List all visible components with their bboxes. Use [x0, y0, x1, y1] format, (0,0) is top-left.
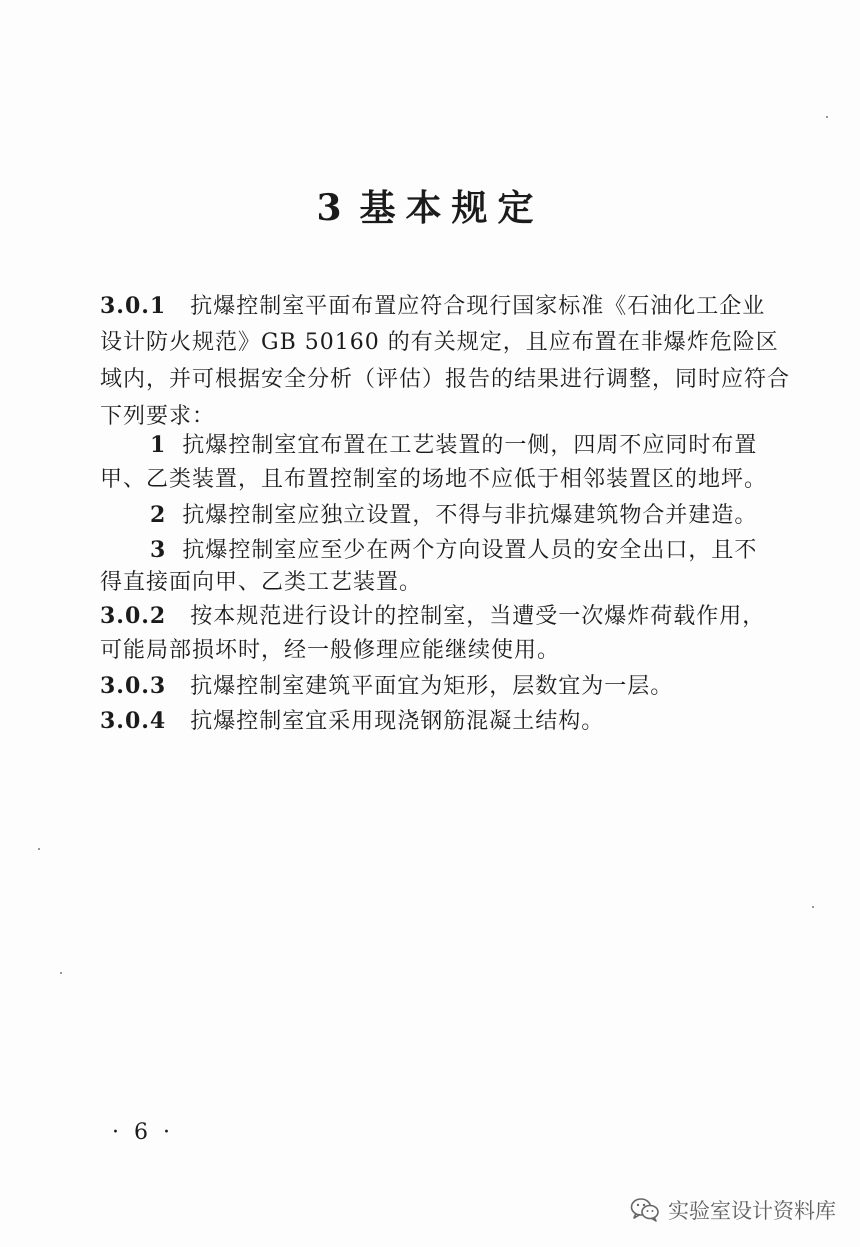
- clause-3-0-1-line-4: 下列要求：: [100, 404, 216, 429]
- item-text: 抗爆控制室宜布置在工艺装置的一侧，四周不应同时布置: [182, 433, 758, 458]
- clause-3-0-2-line-1: [100, 599, 765, 633]
- chapter-number: 3: [316, 187, 342, 229]
- clause-text: 抗爆控制室平面布置应符合现行国家标准《石油化工企业: [190, 294, 766, 319]
- clause-number: 3.0.2: [100, 603, 167, 629]
- watermark: [630, 1193, 836, 1227]
- clause-text: 抗爆控制室宜采用现浇钢筋混凝土结构。: [190, 709, 605, 734]
- clause-3-0-2-line-2: 可能局部损坏时，经一般修理应能继续使用。: [100, 638, 561, 663]
- clause-text: 按本规范进行设计的控制室，当遭受一次爆炸荷载作用，: [190, 604, 766, 629]
- clause-number: 3.0.1: [100, 293, 167, 319]
- clause-3-0-1-line-1: [100, 289, 765, 323]
- clause-text: 抗爆控制室建筑平面宜为矩形，层数宜为一层。: [190, 674, 674, 699]
- scan-speck: [826, 116, 828, 118]
- clause-number: 3.0.3: [100, 673, 167, 699]
- clause-3-0-3-line-1: [100, 669, 673, 703]
- item-text: 抗爆控制室应独立设置，不得与非抗爆建筑物合并建造。: [182, 503, 758, 528]
- item-number: 2: [150, 502, 167, 528]
- clause-number: 3.0.4: [100, 708, 167, 734]
- watermark-text: 实验室设计资料库: [668, 1199, 836, 1223]
- list-item-3-line-1: [150, 533, 757, 567]
- list-item-3-line-2: 得直接面向甲、乙类工艺装置。: [100, 570, 423, 595]
- clause-3-0-1-line-2: 设计防火规范》GB 50160 的有关规定，且应布置在非爆炸危险区: [100, 330, 779, 355]
- wechat-icon: [630, 1197, 660, 1223]
- chapter-title: 基本规定: [359, 187, 544, 229]
- scan-speck: [812, 906, 814, 908]
- item-number: 3: [150, 537, 167, 563]
- list-item-2-line-1: [150, 498, 757, 532]
- chapter-heading: [0, 178, 860, 238]
- clause-3-0-4-line-1: [100, 704, 604, 738]
- list-item-1-line-2: 甲、乙类装置，且布置控制室的场地不应低于相邻装置区的地坪。: [100, 467, 768, 492]
- page-number: · 6 ·: [112, 1120, 174, 1145]
- list-item-1-line-1: [150, 428, 757, 462]
- scan-speck: [38, 848, 40, 850]
- item-text: 抗爆控制室应至少在两个方向设置人员的安全出口，且不: [182, 538, 758, 563]
- item-number: 1: [150, 432, 167, 458]
- scan-speck: [60, 972, 62, 974]
- clause-3-0-1-line-3: 域内，并可根据安全分析（评估）报告的结果进行调整，同时应符合: [100, 367, 791, 392]
